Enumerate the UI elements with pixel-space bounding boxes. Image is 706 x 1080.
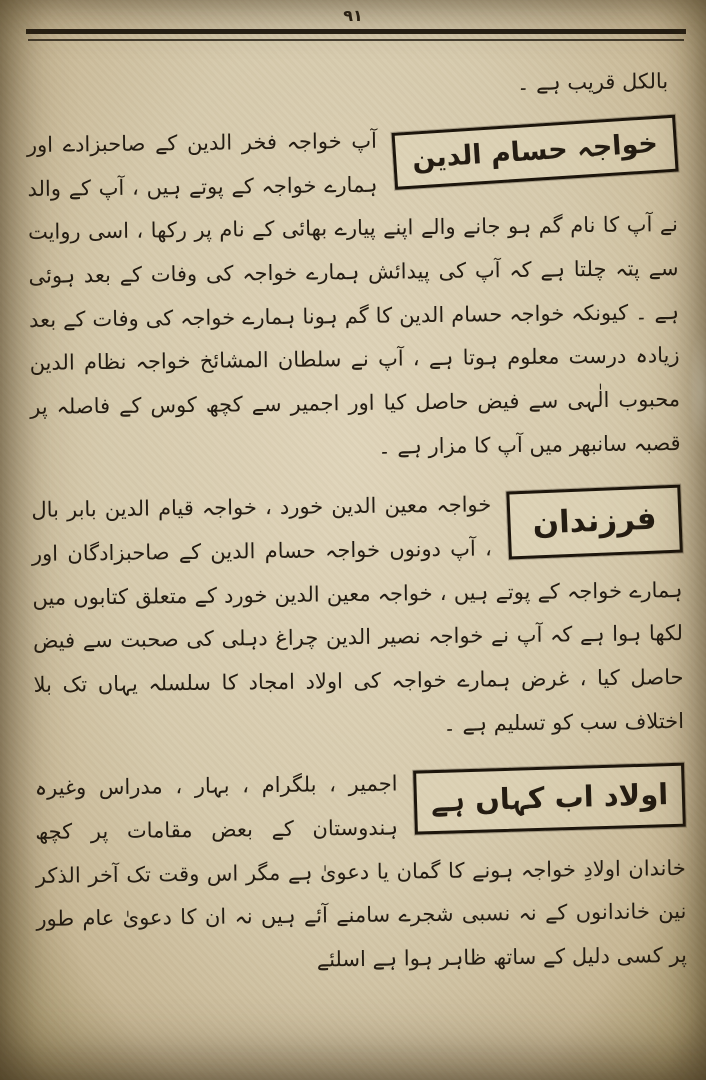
carryover-line: بالکل قریب ہے ۔: [516, 69, 669, 95]
header-rule-thin: [28, 39, 684, 41]
section-heading-box: [413, 763, 686, 835]
section-body-text: اجمیر ، بلگرام ، بہار ، مدراس وغیرہ ہندوستان کے بعض مقامات پر کچھ خاندان اولادِ خواجہ ہونے کا گمان یا دعویٰ ہے مگر اس وقت تک آخر الذکر نین خاندانوں کے نہ نسبی شجرے سامنے آئے ہیں نہ ان کا دعویٰ عام طور پر کسی دلیل کے ساتھ ظاہر ہوا ہے اسلئے: [34, 771, 688, 972]
section-heading-label: اولاد اب کہاں ہے: [430, 777, 669, 819]
section-khwaja-husamuddin: [27, 116, 681, 473]
section-heading-label: فرزندان: [531, 500, 658, 542]
page-fold-mark: [688, 330, 706, 450]
section-body-text: آپ خواجہ فخر الدین کے صاحبزادے اور ہمارے خواجہ کے پوتے ہیں ، آپ کے والد نے آپ کا نام گم ہو جانے والے اپنے پیارے بھائی کے نام پر رکھا ، اسی روایت سے پتہ چلتا ہے کہ آپ کی پیدائش ہمارے خواجہ کی وفات کے بعد ہوئی ہے ۔ کیونکہ خواجہ حسام الدین کا گم ہونا ہمارے خواجہ کی وفات کے بعد زیادہ درست معلوم ہوتا ہے ، آپ نے سلطان المشائخ خواجہ نظام الدین محبوب الٰہی سے فیض حاصل کیا اور اجمیر سے کچھ کوس کے فاصلہ پر قصبہ سانبھر میں آپ کا مزار ہے ۔: [26, 128, 681, 459]
page-number: ۹۱: [343, 6, 363, 25]
section-heading-box: [506, 485, 683, 560]
section-body-text: خواجہ معین الدین خورد ، خواجہ قیام الدین بابر بال ، آپ دونوں خواجہ حسام الدین کے صاحبزادگان اور ہمارے خواجہ کے پوتے ہیں ، خواجہ معین الدین خورد کے متعلق کتابوں میں لکھا ہوا ہے کہ آپ نے خواجہ نصیر الدین چراغ دہلی کی صحبت سے فیض حاصل کیا ، غرض ہمارے خواجہ کی اولاد امجاد کا سلسلہ یہاں تک بلا اختلاف سب کو تسلیم ہے ۔: [31, 492, 685, 736]
page-content: [26, 62, 687, 1002]
section-aulad-ab-kahan-hai: [35, 759, 688, 985]
section-farzandan: [31, 481, 684, 751]
header-rule-thick: [26, 29, 686, 34]
section-heading-label: خواجہ حسام الدین: [411, 127, 659, 175]
